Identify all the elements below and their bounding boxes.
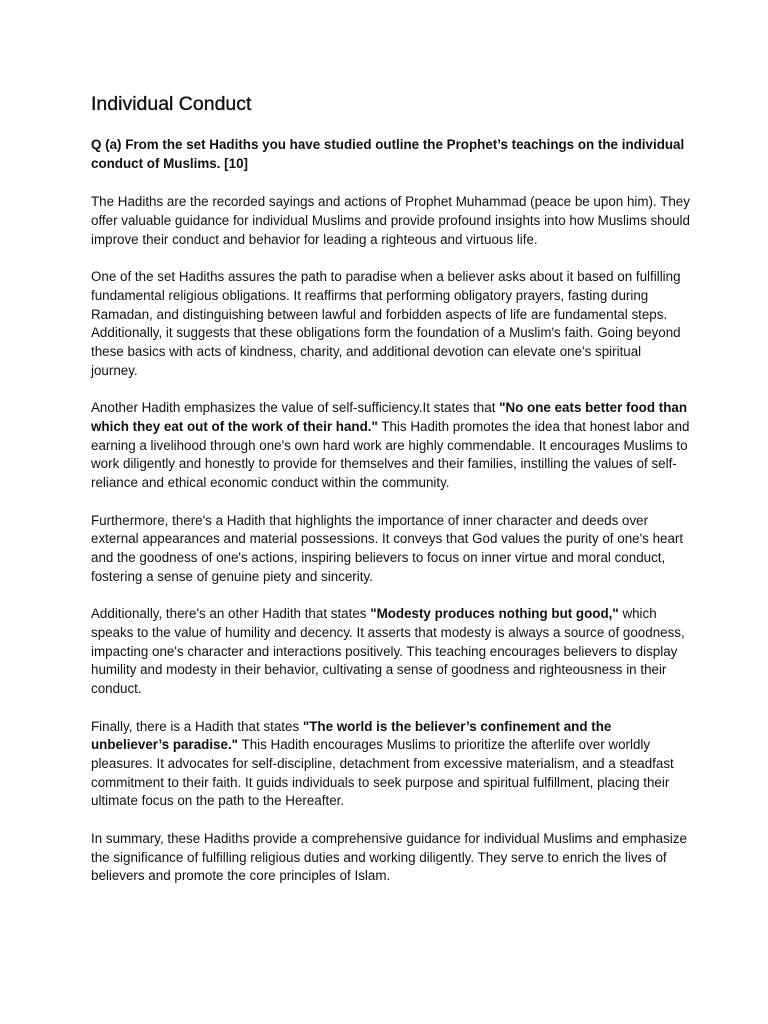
- paragraph-inner-character: Furthermore, there's a Hadith that highlights the importance of inner character and deeds over external appearances and material possessions. It conveys that God values the purity of one's heart and the goodness of one's actions, inspiring believers to focus on inner virtue and moral conduct, fostering a sense of genuine piety and sincerity.: [91, 512, 684, 584]
- paragraph-text: which speaks to the value of humility and decency. It asserts that modesty is always a source of goodness, impacting one's character and interactions positively. This teaching encourages believers to display humility and modesty in their behavior, cultivating a sense of goodness and righteousness in their conduct.: [91, 606, 685, 697]
- paragraph-text: This Hadith encourages Muslims to prioritize the afterlife over worldly pleasures. It advocates for self-discipline, detachment from excessive materialism, and a steadfast commitment to their faith. It guids individuals to seek purpose and spiritual fulfillment, placing their ultimate focus on the path to the Hereafter.: [91, 737, 674, 809]
- exam-question: Q (a) From the set Hadiths you have studied outline the Prophet’s teachings on the individual conduct of Muslims. [10]: [91, 137, 685, 171]
- paragraph-text: Another Hadith emphasizes the value of self-sufficiency.It states that: [91, 400, 500, 416]
- paragraph-text: This Hadith promotes the idea that honest labor and earning a livelihood through one's own hard work are highly commendable. It encourages Muslims to work diligently and honestly to provide for themselves and their families, instilling the values of self-reliance and ethical economic conduct within the community.: [91, 419, 690, 491]
- hadith-quote: "Modesty produces nothing but good,": [370, 606, 619, 622]
- paragraph-text: Finally, there is a Hadith that states: [91, 718, 303, 734]
- hadith-quote: "No one eats better food than which they eat out of the work of their hand.": [91, 400, 688, 435]
- paragraph-modesty: [91, 605, 691, 699]
- document-page: [91, 92, 691, 905]
- paragraph-text: Additionally, there's an other Hadith that states: [91, 606, 371, 622]
- paragraph-intro: The Hadiths are the recorded sayings and actions of Prophet Muhammad (peace be upon him). They offer valuable guidance for individual Muslims and provide profound insights into how Muslims should improve their conduct and behavior for leading a righteous and virtuous life.: [91, 194, 690, 247]
- paragraph-path-to-paradise: One of the set Hadiths assures the path to paradise when a believer asks about it based on fulfilling fundamental religious obligations. It reaffirms that performing obligatory prayers, fasting during Ramadan, and distinguishing between lawful and forbidden aspects of life are fundamental steps. Additionally, it suggests that these obligations form the foundation of a Muslim's faith. Going beyond these basics with acts of kindness, charity, and additional devotion can elevate one's spiritual journey.: [91, 269, 681, 378]
- page-title: Individual Conduct: [91, 93, 252, 115]
- paragraph-self-sufficiency: [91, 399, 691, 493]
- paragraph-world-confinement: [91, 718, 691, 812]
- hadith-quote: "The world is the believer’s confinement and the unbeliever’s paradise.": [91, 718, 612, 753]
- paragraph-summary: In summary, these Hadiths provide a comprehensive guidance for individual Muslims and emphasize the significance of fulfilling religious duties and working diligently. They serve to enrich the lives of believers and promote the core principles of Islam.: [91, 830, 687, 884]
